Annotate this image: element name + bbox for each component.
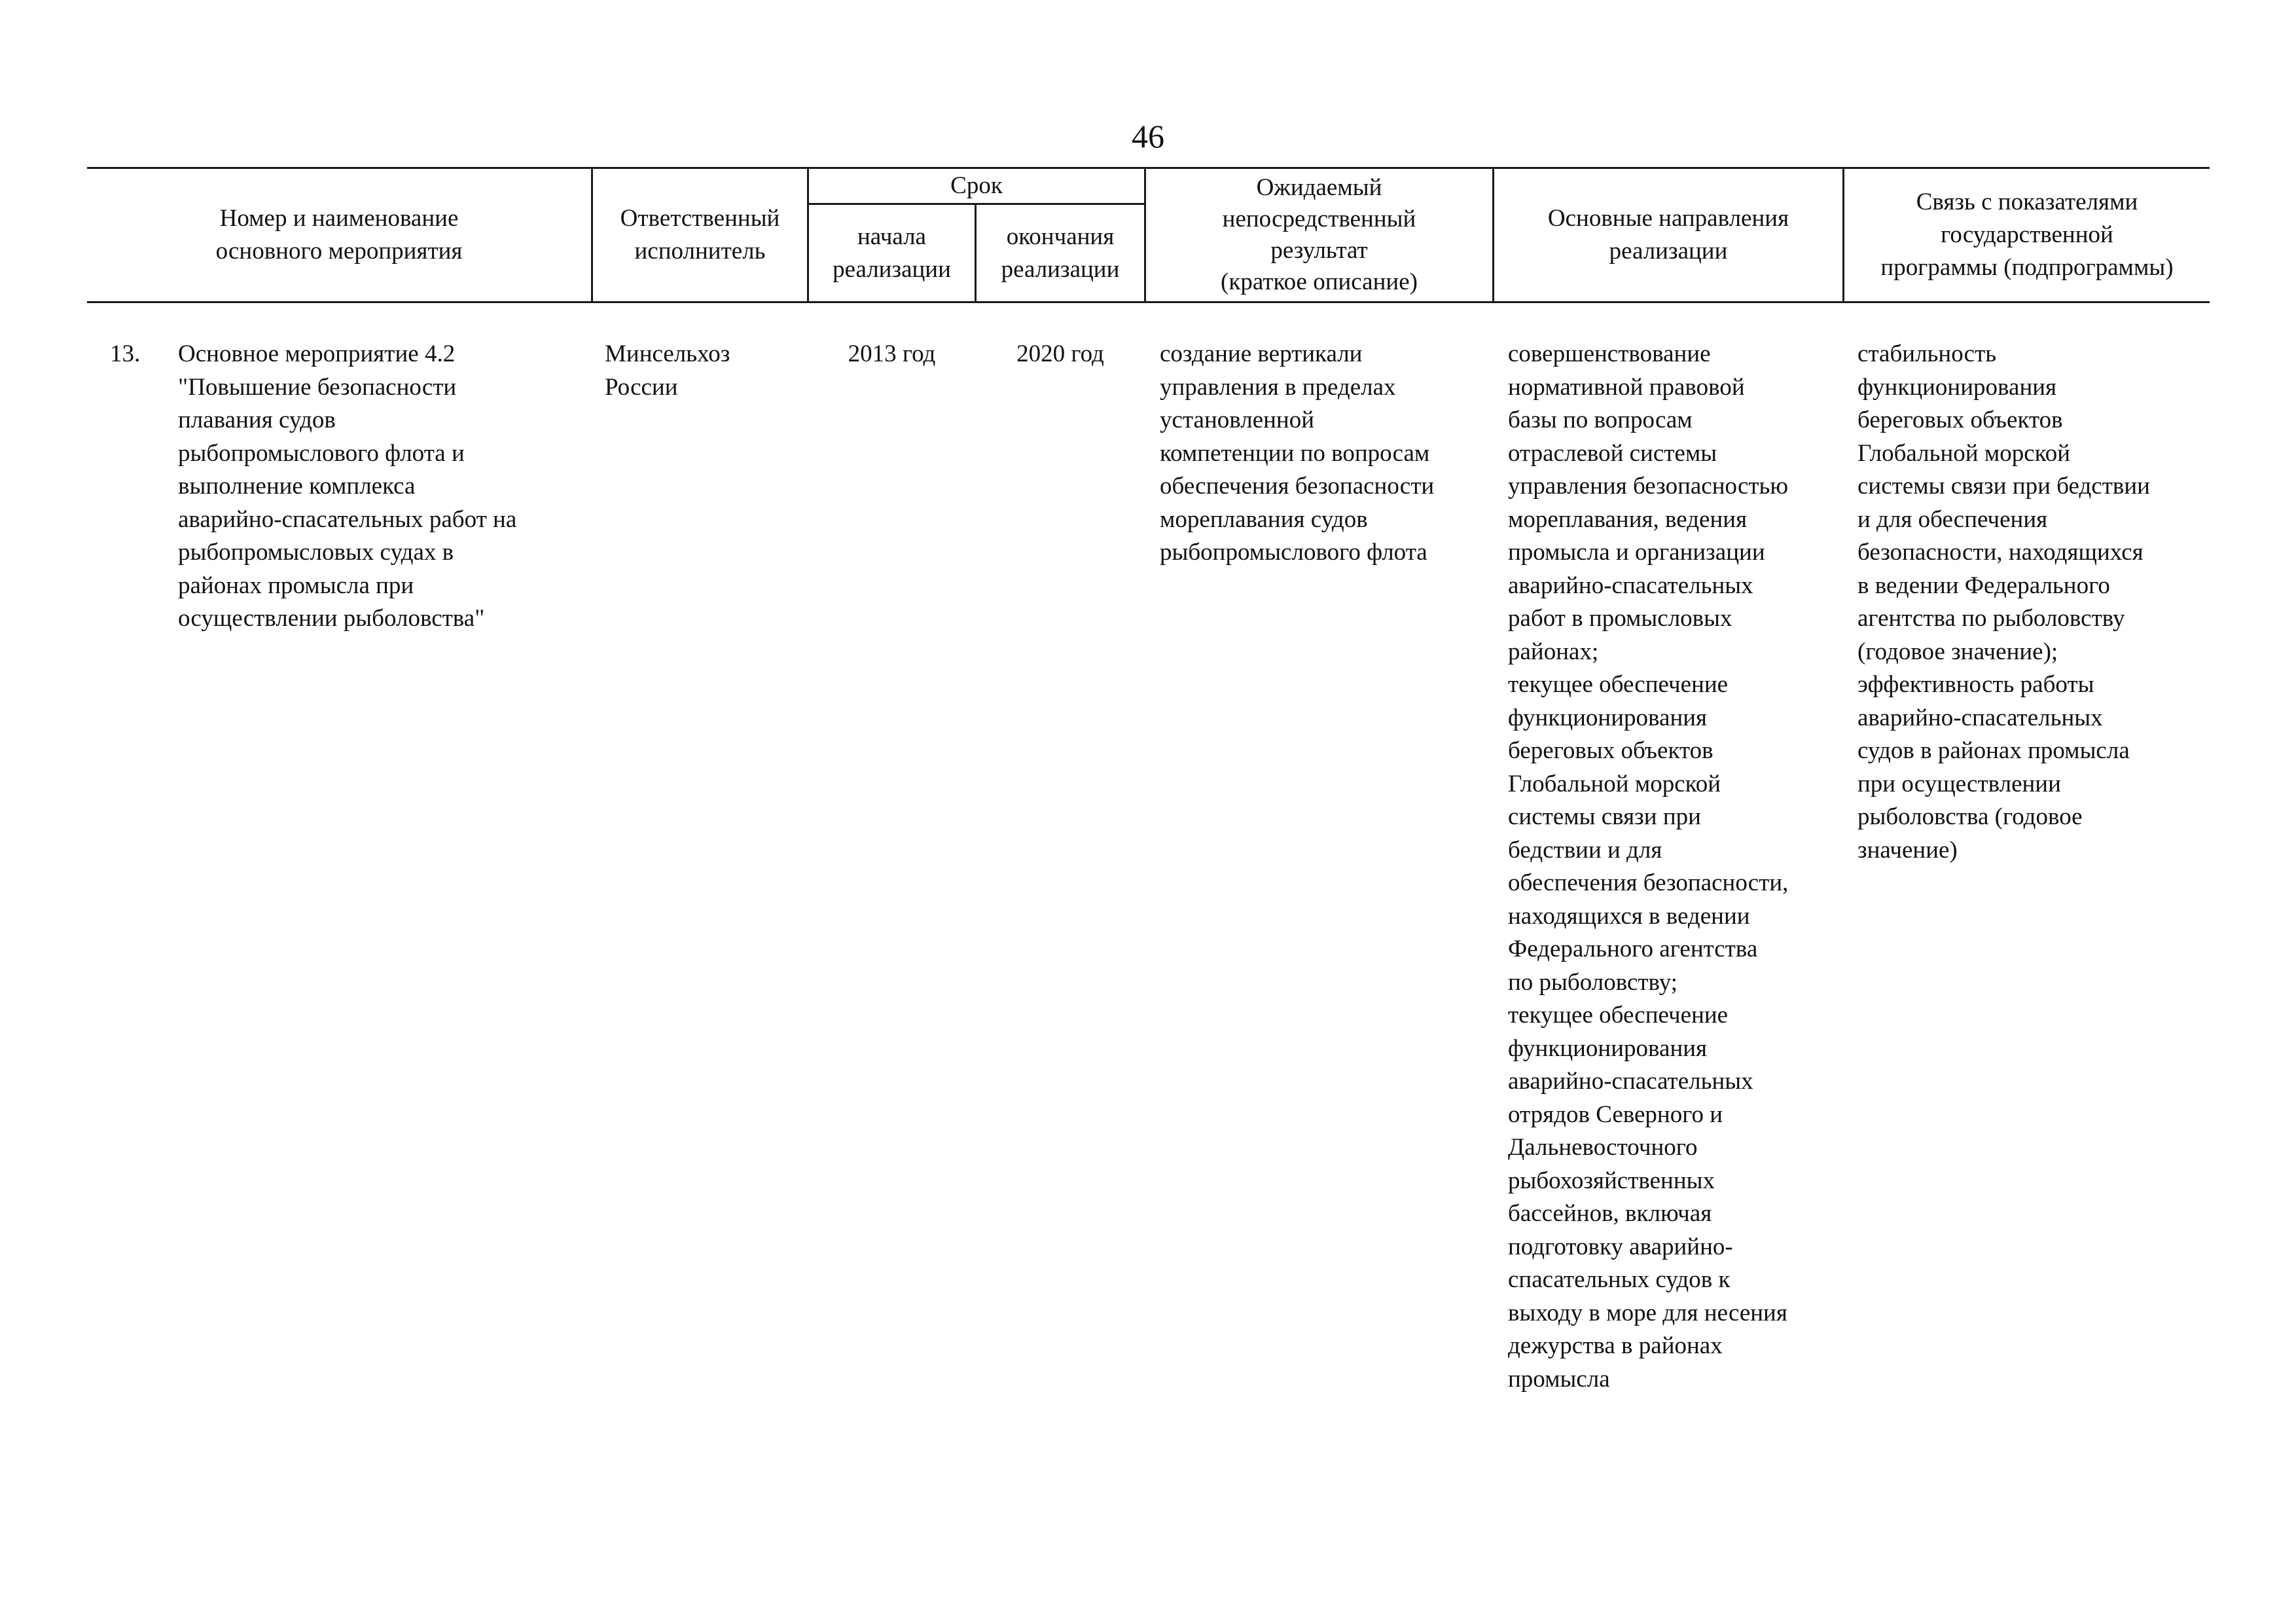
header-directions: Основные направления реализации	[1547, 205, 1789, 264]
header-start: начала реализации	[833, 223, 951, 283]
row-link: стабильность функционирования береговых объектов Глобальной морской системы связи при бедствии и для обеспечения безопасности, находящихся в ведении Федерального агентства по рыболовству (годовое значение); эффективность работы аварийно-спасательных судов в районах промысла при осуществлении рыболовства (годовое значение)	[1857, 340, 2150, 864]
row-responsible: Минсельхоз России	[605, 340, 730, 401]
table-header-bottom-rule	[87, 301, 2210, 303]
header-term: Срок	[950, 172, 1003, 199]
row-event-name: Основное мероприятие 4.2 "Повышение безопасности плавания судов рыбопромыслового флота и выполнение комплекса аварийно-спасательных работ на рыбопромысловых судах в районах промысла при осуществлении рыболовства"	[178, 340, 517, 632]
header-number-name: Номер и наименование основного мероприятия	[215, 205, 463, 264]
header-expected-result: Ожидаемый непосредственный результат (краткое описание)	[1221, 174, 1418, 295]
header-end: окончания реализации	[1001, 223, 1120, 283]
header-link: Связь с показателями государственной программы (подпрограммы)	[1880, 189, 2174, 281]
row-end-year: 2020 год	[1016, 340, 1104, 367]
row-directions: совершенствование нормативной правовой базы по вопросам отраслевой системы управления безопасностью мореплавания, ведения промысла и организации аварийно-спасательных работ в промысловых районах; текущее обеспечение функционирования береговых объектов Глобальной морской системы связи при бедствии и для обеспечения безопасности, находящихся в ведении Федерального агентства по рыболовству; текущее обеспечение функционирования аварийно-спасательных отрядов Северного и Дальневосточного рыбохозяйственных бассейнов, включая подготовку аварийно- спасательных судов к выходу в море для несения дежурства в районах промысла	[1508, 340, 1789, 1393]
header-responsible: Ответственный исполнитель	[620, 205, 780, 264]
row-start-year: 2013 год	[848, 340, 936, 367]
page-number: 46	[1132, 118, 1164, 155]
row-number: 13.	[110, 340, 141, 367]
row-expected-result: создание вертикали управления в пределах установленной компетенции по вопросам обеспечения безопасности мореплавания судов рыбопромыслового флота	[1160, 340, 1435, 566]
